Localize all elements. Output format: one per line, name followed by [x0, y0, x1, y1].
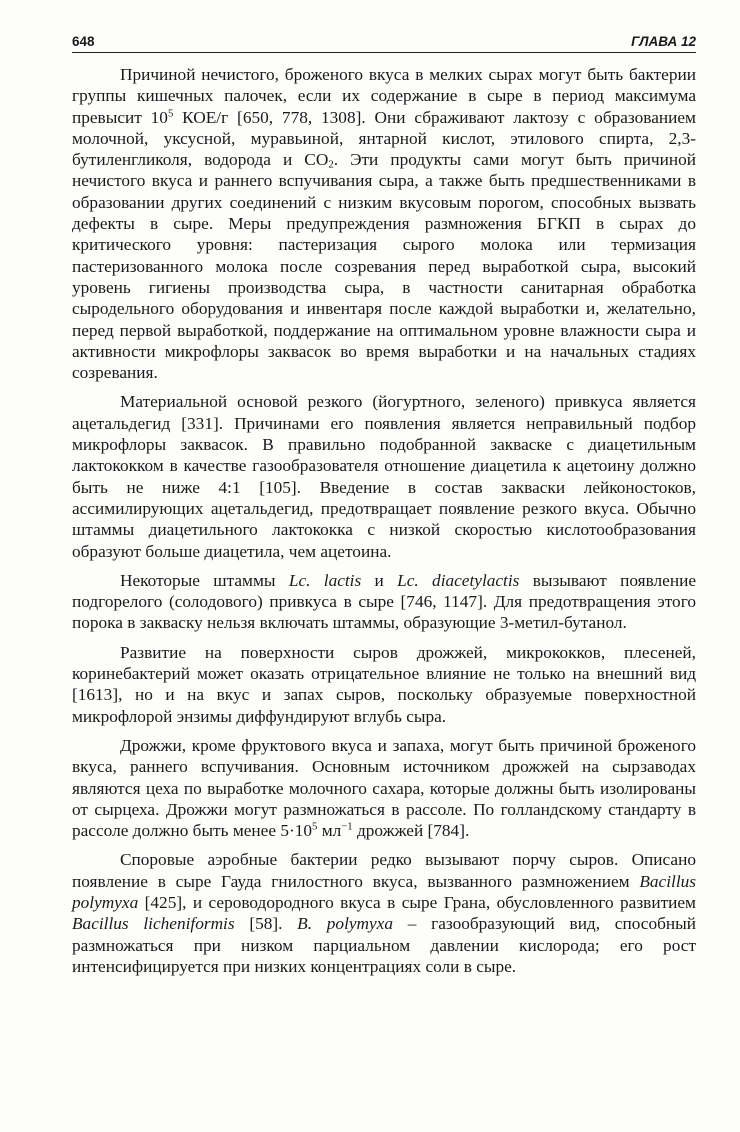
paragraph-acetaldehyde: Материальной основой резкого (йогуртного, зеленого) привкуса является ацетальдегид [331]. Причинами его появления является неправильный подбор микрофлоры заквасок. В правильно подобранной закваске с диацетильным лактококком в качестве газообразователя отношение диацетила к ацетоину должно быть не ниже 4:1 [105]. Введение в состав закваски лейконостоков, ассимилирующих ацетальдегид, предотвращает появление резкого вкуса. Обычно штаммы диацетильного лактококка с низкой скоростью кислотообразования образуют больше диацетила, чем ацетоина.: [72, 392, 696, 561]
running-header: [72, 34, 696, 53]
chapter-title: ГЛАВА 12: [631, 34, 696, 49]
page-number: 648: [72, 34, 95, 49]
body-text: [72, 64, 696, 977]
paragraph-spore-bacteria: Споровые аэробные бактерии редко вызывают порчу сыров. Описано появление в сыре Гауда гнилостного вкуса, вызванного размножением Bacillus polymyxa [425], и сероводородного вкуса в сыре Грана, обусловленного развитием Bacillus licheniformis [58]. B. polymyxa – газообразующий вид, способный размножаться при низком парциальном давлении кислорода; его рост интенсифицируется при низких концентрациях соли в сыре.: [72, 850, 696, 976]
paragraph-yeasts: Дрожжи, кроме фруктового вкуса и запаха, могут быть причиной броженого вкуса, раннего вспучивания. Основным источником дрожжей на сырзаводах являются цеха по выработке молочного сахара, которые должны быть изолированы от сырцеха. Дрожжи могут размножаться в рассоле. По голландскому стандарту в рассоле должно быть менее $5\cdot 10^5$ $мл^{-1}$ дрожжей [784].: [72, 735, 696, 841]
paragraph-strains: Некоторые штаммы Lc. lactis и Lc. diacetylactis вызывают появление подгорелого (солодового) привкуса в сыре [746, 1147]. Для предотвращения этого порока в закваску нельзя включать штаммы, образующие 3-метил-бутанол.: [72, 570, 696, 633]
paragraph-surface-flora: Развитие на поверхности сыров дрожжей, микрококков, плесеней, коринебактерий может оказать отрицательное влияние не только на внешний вид [1613], но и на вкус и запах сыров, поскольку образуемые поверхностной микрофлорой энзимы диффундируют вглубь сыра.: [72, 642, 696, 726]
paragraph-coliform: Причиной нечистого, броженого вкуса в мелких сырах могут быть бактерии группы кишечных палочек, если их содержание в сыре в период максимума превысит $10^5$ КОЕ/г [650, 778, 1308]. Они сбраживают лактозу с образованием молочной, уксусной, муравьиной, янтарной кислот, этилового спирта, 2,3-бутиленгликоля, водорода и $СО_2$. Эти продукты сами могут быть причиной нечистого вкуса и раннего вспучивания сыра, а также быть предшественниками в образовании других соединений с низким вкусовым порогом, способных вызвать дефекты в сыре. Меры предупреждения размножения БГКП в сырах до критического уровня: пастеризация сырого молока или термизация пастеризованного молока после созревания перед выработкой сыра, высокий уровень гигиены производства сыра, в частности санитарная обработка сыродельного оборудования и инвентаря после каждой выработки и, желательно, перед первой выработкой, поддержание на оптимальном уровне влажности сыра и активности микрофлоры заквасок во время выработки и на начальных стадиях созревания.: [72, 65, 697, 383]
